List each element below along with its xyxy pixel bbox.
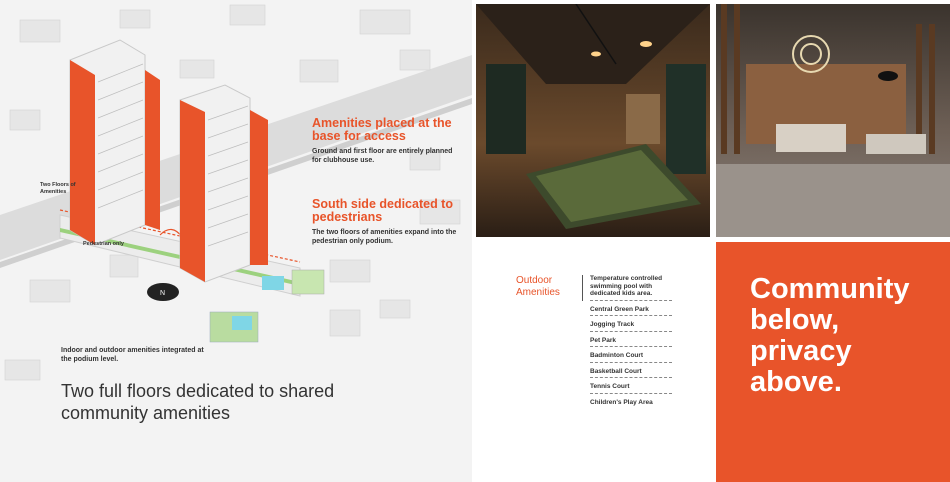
outdoor-amenities-list [590, 275, 672, 413]
svg-text:N: N [160, 290, 166, 297]
outdoor-amenities-section [476, 240, 712, 482]
site-render-panel [0, 0, 472, 482]
list-item: Temperature controlled swimming pool with dedicated kids area. [590, 275, 672, 301]
tagline: Community below, privacy above. [750, 273, 910, 398]
list-item: Basketball Court [590, 368, 672, 379]
callout-south-title: South side dedicated to pedestrians [312, 197, 453, 224]
list-item: Children's Play Area [590, 398, 653, 406]
billiards-lounge-photo [476, 4, 710, 237]
label-two-floors: Two Floors of Amenities [40, 182, 76, 195]
callout-amenities [312, 117, 462, 165]
divider [582, 275, 583, 301]
label-pedestrian-only: Pedestrian only [83, 241, 124, 247]
callout-amenities-title: Amenities placed at the base for access [312, 116, 452, 143]
list-item: Badminton Court [590, 352, 672, 363]
list-item: Central Green Park [590, 306, 672, 317]
outdoor-amenities-title: Outdoor Amenities [516, 275, 560, 298]
list-item: Pet Park [590, 337, 672, 348]
lobby-photo [716, 4, 950, 237]
tagline-panel [716, 242, 950, 482]
callout-south-side [312, 198, 462, 246]
list-item: Tennis Court [590, 383, 672, 394]
callout-south-body: The two floors of amenities expand into the pedestrian only podium. [312, 229, 457, 245]
label-indoor-outdoor: Indoor and outdoor amenities integrated at the podium level. [61, 347, 204, 363]
page-headline: Two full floors dedicated to shared community amenities [61, 381, 335, 423]
callout-amenities-body: Ground and first floor are entirely planned for clubhouse use. [312, 148, 453, 164]
list-item: Jogging Track [590, 321, 672, 332]
